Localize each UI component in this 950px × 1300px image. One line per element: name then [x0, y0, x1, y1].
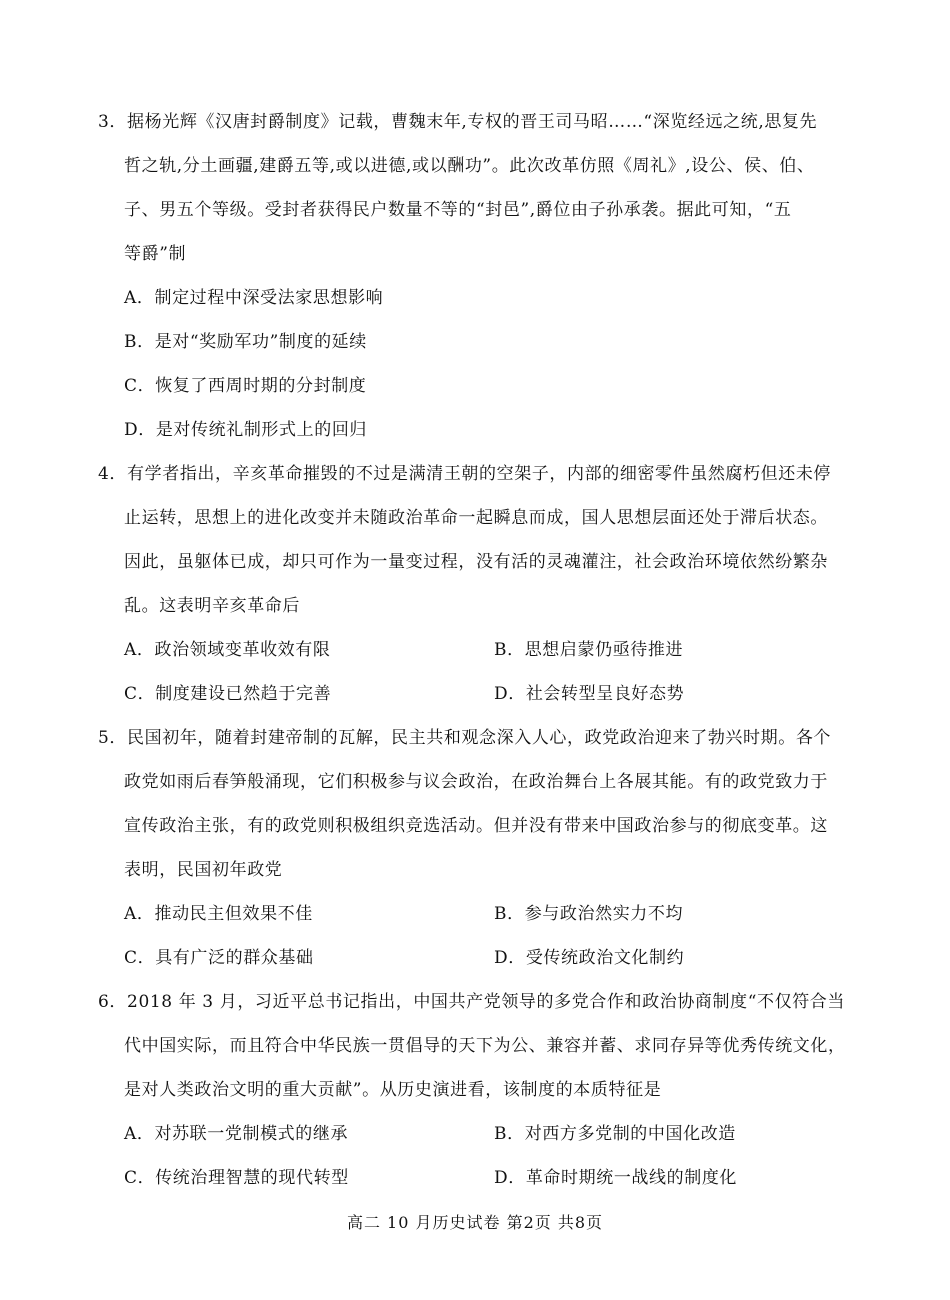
question-3-line-1: 3．据杨光辉《汉唐封爵制度》记载，曹魏末年,专权的晋王司马昭……“深览经远之统,思复先: [98, 112, 818, 132]
option-3b[interactable]: B．是对“奖励军功”制度的延续: [124, 332, 367, 352]
question-4-line-1: 4．有学者指出，辛亥革命摧毁的不过是满清王朝的空架子，内部的细密零件虽然腐朽但还未停: [98, 464, 832, 484]
question-number: 5．: [98, 728, 128, 748]
option-6b[interactable]: B．对西方多党制的中国化改造: [494, 1124, 736, 1144]
question-4: [98, 452, 864, 628]
option-6c[interactable]: C．传统治理智慧的现代转型: [124, 1168, 349, 1188]
question-5-line-2: 政党如雨后春笋般涌现，它们积极参与议会政治，在政治舞台上各展其能。有的政党致力于: [124, 772, 828, 792]
question-5-line-3: 宣传政治主张，有的政党则积极组织竞选活动。但并没有带来中国政治参与的彻底变革。这: [124, 816, 828, 836]
option-6a[interactable]: A．对苏联一党制模式的继承: [124, 1124, 349, 1144]
option-5c[interactable]: C．具有广泛的群众基础: [124, 948, 314, 968]
question-number: 6．: [98, 992, 128, 1012]
question-number: 3．: [98, 112, 128, 132]
option-3c[interactable]: C．恢复了西周时期的分封制度: [124, 376, 367, 396]
option-5d[interactable]: D．受传统政治文化制约: [494, 948, 685, 968]
question-3-line-2: 哲之轨,分土画疆,建爵五等,或以进德,或以酬功”。此次改革仿照《周礼》,设公、侯、伯、: [124, 156, 815, 176]
question-6-line-2: 代中国实际，而且符合中华民族一贯倡导的天下为公、兼容并蓄、求同存异等优秀传统文化，: [124, 1036, 846, 1056]
question-6-line-3: 是对人类政治文明的重大贡献”。从历史演进看，该制度的本质特征是: [124, 1080, 662, 1100]
option-5a[interactable]: A．推动民主但效果不佳: [124, 904, 313, 924]
question-4-line-4: 乱。这表明辛亥革命后: [124, 596, 300, 616]
question-4-line-2: 止运转，思想上的进化改变并未随政治革命一起瞬息而成，国人思想层面还处于滞后状态。: [124, 508, 828, 528]
question-3: [98, 100, 864, 276]
question-number: 4．: [98, 464, 128, 484]
question-3-line-4: 等爵”制: [124, 244, 187, 264]
option-4c[interactable]: C．制度建设已然趋于完善: [124, 684, 332, 704]
option-3a[interactable]: A．制定过程中深受法家思想影响: [124, 288, 384, 308]
question-5-line-1: 5．民国初年，随着封建帝制的瓦解，民主共和观念深入人心，政党政治迎来了勃兴时期。各个: [98, 728, 832, 748]
question-6: [98, 980, 864, 1112]
question-5-line-4: 表明，民国初年政党: [124, 860, 283, 880]
question-4-line-3: 因此，虽躯体已成，却只可作为一量变过程，没有活的灵魂灌注，社会政治环境依然纷繁杂: [124, 552, 828, 572]
question-3-line-3: 子、男五个等级。受封者获得民户数量不等的“封邑”,爵位由子孙承袭。据此可知，“五: [124, 200, 792, 220]
option-3d[interactable]: D．是对传统礼制形式上的回归: [124, 420, 368, 440]
option-4d[interactable]: D．社会转型呈良好态势: [494, 684, 685, 704]
page-footer: 高二 10 月历史试卷 第2页 共8页: [346, 1213, 604, 1232]
option-4a[interactable]: A．政治领域变革收效有限: [124, 640, 331, 660]
question-5: [98, 716, 864, 892]
option-4b[interactable]: B．思想启蒙仍亟待推进: [494, 640, 684, 660]
option-6d[interactable]: D．革命时期统一战线的制度化: [494, 1168, 738, 1188]
option-5b[interactable]: B．参与政治然实力不均: [494, 904, 684, 924]
question-6-line-1: 6．2018 年 3 月，习近平总书记指出，中国共产党领导的多党合作和政治协商制度“不仅符合当: [98, 992, 846, 1012]
